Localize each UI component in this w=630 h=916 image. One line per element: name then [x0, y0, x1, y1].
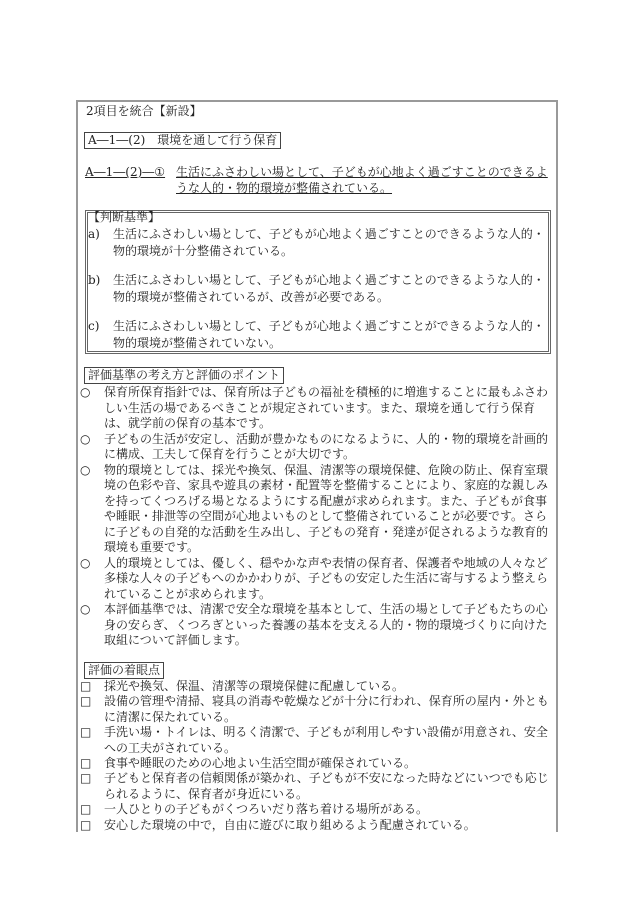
- point-line: 身の安らぎ、くつろぎといった養護の基本を支える人的・物的環境づくりに向けた: [104, 617, 548, 632]
- point-line: しい生活の場であるべきことが規定されています。また、環境を通して行う保育: [104, 400, 536, 415]
- criteria-title: 【判断基準】: [88, 210, 161, 224]
- checkpoint-line: に清潔に保たれている。: [104, 709, 237, 724]
- criteria-label: b): [88, 273, 101, 287]
- criteria-line: 生活にふさわしい場として、子どもが心地よく過ごすことのできるような人的・: [113, 273, 545, 287]
- checkpoint-line: への工夫がされている。: [104, 740, 237, 755]
- point-line: 物的環境としては、採光や換気、保温、清潔等の環境保健、危険の防止、保育室環: [104, 462, 549, 477]
- point-line: 多様な人々の子どもへのかかわりが、子どもの安定した生活に寄与するよう整えら: [104, 571, 549, 585]
- point-line: に構成、工夫して保育を行うことが大切です。: [104, 447, 356, 461]
- checkbox-icon: □: [80, 756, 92, 770]
- item-title-line: 生活にふさわしい場として、子どもが心地よく過ごすことのできるよ: [176, 165, 548, 179]
- points-title: 評価基準の考え方と評価のポイント: [84, 367, 284, 384]
- checkpoint-line: られるように、保育者が身近にいる。: [104, 786, 309, 801]
- point-line: 人的環境としては、優しく、穏やかな声や表情の保育者、保護者や地域の人々など: [104, 555, 548, 570]
- item-title-line: うな人的・物的環境が整備されている。: [176, 181, 393, 195]
- checkpoint-line: 手洗い場・トイレは、明るく清潔で、子どもが利用しやすい設備が用意され、安全: [104, 725, 548, 740]
- point-line: 環境も重要です。: [104, 540, 200, 554]
- point-line: 子どもの生活が安定し、活動が豊かなものになるように、人的・物的環境を計画的: [104, 431, 549, 446]
- point-line: に子どもの自発的な活動を生み出し、子どもの発育・発達が促されるような教育的: [104, 524, 549, 539]
- checkbox-icon: □: [80, 771, 92, 786]
- point-line: は、就学前の保育の基本です。: [104, 416, 272, 430]
- circle-bullet-icon: ○: [80, 555, 91, 570]
- circle-bullet-icon: ○: [80, 431, 91, 446]
- checkpoint-line: 一人ひとりの子どもがくつろいだり落ち着ける場所がある。: [104, 802, 429, 817]
- checkpoints-title: 評価の着眼点: [84, 662, 164, 679]
- circle-bullet-icon: ○: [80, 462, 91, 477]
- checkpoint-line: 採光や換気、保温、清潔等の環境保健に配慮している。: [104, 679, 405, 693]
- criteria-line: 生活にふさわしい場として、子どもが心地よく過ごすことのできるような人的・: [113, 227, 545, 241]
- header-note: 2項目を統合【新設】: [86, 104, 202, 118]
- point-line: 本評価基準では、清潔で安全な環境を基本として、生活の場として子どもたちの心: [104, 602, 548, 616]
- checkbox-icon: □: [80, 802, 92, 817]
- checkbox-icon: □: [80, 694, 92, 709]
- criteria-line: 物的環境が十分整備されている。: [113, 244, 294, 258]
- checkpoint-line: 安心した環境の中で，自由に遊びに取り組めるよう配慮されている。: [104, 817, 476, 832]
- item-code: A―1―(2)―①: [85, 165, 166, 179]
- point-line: 保育所保育指針では、保育所は子どもの福祉を積極的に増進することに最もふさわ: [104, 385, 549, 399]
- circle-bullet-icon: ○: [80, 602, 91, 616]
- criteria-label: a): [88, 227, 100, 241]
- point-line: や睡眠・排泄等の空間が心地よいものとして整備されていることが必要です。さら: [104, 509, 548, 523]
- point-line: を持ってくつろげる場となるようにする配慮が求められます。また、子どもが食事: [104, 493, 548, 508]
- checkbox-icon: □: [80, 817, 92, 832]
- checkpoint-line: 子どもと保育者の信頼関係が築かれ、子どもが不安になった時などにいつでも応じ: [104, 771, 549, 786]
- criteria-label: c): [88, 319, 100, 333]
- point-line: 取組について評価します。: [104, 633, 247, 647]
- circle-bullet-icon: ○: [80, 385, 91, 399]
- checkpoint-line: 設備の管理や清掃、寝具の消毒や乾燥などが十分に行われ、保育所の屋内・外とも: [104, 694, 549, 709]
- checkbox-icon: □: [80, 679, 92, 693]
- criteria-line: 生活にふさわしい場として、子どもが心地よく過ごすことができるような人的・: [113, 319, 545, 333]
- checkbox-icon: □: [80, 725, 92, 740]
- point-line: れていることが求められます。: [104, 586, 272, 601]
- criteria-line: 物的環境が整備されているが、改善が必要である。: [113, 290, 390, 304]
- checkpoint-line: 食事や睡眠のための心地よい生活空間が確保されている。: [104, 756, 417, 770]
- section-title: A―1―(2) 環境を通して行う保育: [84, 132, 281, 149]
- point-line: 境の色彩や音、家具や遊具の素材・配置等を整備することにより、家庭的な親しみ: [104, 478, 549, 492]
- criteria-line: 物的環境が整備されていない。: [113, 336, 282, 350]
